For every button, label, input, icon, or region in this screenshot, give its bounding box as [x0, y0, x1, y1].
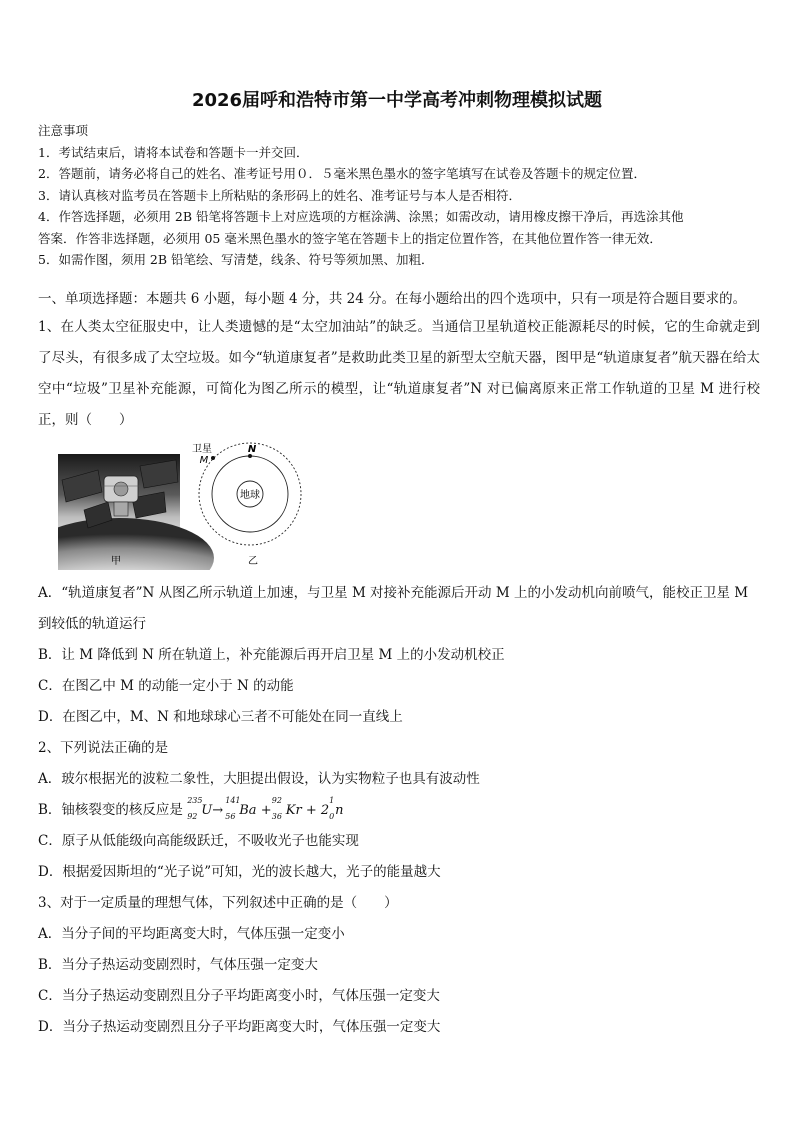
- label-jia: 甲: [111, 556, 121, 567]
- earth-label: 地球: [240, 490, 260, 501]
- q3-option-d: D．当分子热运动变剧烈且分子平均距离变大时，气体压强一定变大: [38, 1019, 441, 1035]
- n-label: N: [247, 444, 257, 455]
- satellite-m-dot: [211, 456, 215, 460]
- notes-section: [38, 120, 758, 271]
- q1-option-c: C．在图乙中 M 的动能一定小于 N 的动能: [38, 678, 294, 694]
- satellite-label: 卫星: [192, 444, 212, 455]
- note-item: 4．作答选择题，必须用 2B 铅笔将答题卡上对应选项的方框涂满、涂黑；如需改动，请用橡皮擦干净后，再选涂其他: [38, 209, 684, 224]
- question-3-stem: 3、对于一定质量的理想气体，下列叙述中正确的是（ ）: [38, 895, 398, 911]
- q3-option-b: B．当分子热运动变剧烈时，气体压强一定变大: [38, 957, 318, 973]
- q2-option-a: A．玻尔根据光的波粒二象性，大胆提出假设，认为实物粒子也具有波动性: [38, 771, 480, 787]
- note-item: 3．请认真核对监考员在答题卡上所粘贴的条形码上的姓名、准考证号与本人是否相符．: [38, 187, 521, 203]
- page-title: 2026届呼和浩特市第一中学高考冲刺物理模拟试题: [191, 90, 603, 111]
- photo-jia: [58, 454, 214, 570]
- q2-option-d: D．根据爱因斯坦的“光子说”可知，光的波长越大，光子的能量越大: [38, 864, 441, 880]
- q2-option-b: [38, 795, 760, 826]
- questions-body: [38, 578, 760, 1043]
- question-1-stem: 1、在人类太空征服史中，让人类遗憾的是“太空加油站”的缺乏。当通信卫星轨道校正能源耗尽的时候，它的生命就走到了尽头，有很多成了太空垃圾。如今“轨道康复者”是救助此类卫星的新型太空航天器，图甲是“轨道康复者”航天器在给太空中“垃圾”卫星补充能源，可简化为图乙所示的模型，让“轨道康复者”N 对已偏离原来正常工作轨道的卫星 M 进行校正，则（ ）: [38, 319, 760, 428]
- question-1-figure: [58, 440, 308, 570]
- note-item: 1．考试结束后，请将本试卷和答题卡一并交回．: [38, 144, 309, 160]
- note-item: 5．如需作图，须用 2B 铅笔绘、写清楚，线条、符号等须加黑、加粗．: [38, 252, 434, 267]
- q1-option-b: B．让 M 降低到 N 所在轨道上，补充能源后再开启卫星 M 上的小发动机校正: [38, 647, 505, 663]
- fission-formula: 235 92 U→ 141 56 Ba + 92 36 Kr + 2 1 0 n: [187, 796, 344, 821]
- q2-option-b-text: B．铀核裂变的核反应是: [38, 802, 183, 818]
- question-2-stem: 2、下列说法正确的是: [38, 740, 169, 756]
- q2-option-c: C．原子从低能级向高能级跃迁，不吸收光子也能实现: [38, 833, 359, 849]
- q1-option-d: D．在图乙中，M、N 和地球球心三者不可能处在同一直线上: [38, 709, 403, 725]
- label-yi: 乙: [248, 556, 258, 567]
- m-label: M: [199, 455, 209, 466]
- note-item: 2．答题前，请务必将自己的姓名、准考证号用０．５毫米黑色墨水的签字笔填写在试卷及答题卡的规定位置．: [38, 166, 646, 181]
- q3-option-c: C．当分子热运动变剧烈且分子平均距离变小时，气体压强一定变大: [38, 988, 440, 1004]
- note-item: 答案．作答非选择题，必须用 05 毫米黑色墨水的签字笔在答题卡上的指定位置作答，在其他位置作答一律无效．: [38, 230, 662, 246]
- notes-heading: 注意事项: [38, 123, 89, 138]
- q1-option-a: A．“轨道康复者”N 从图乙所示轨道上加速，与卫星 M 对接补充能源后开动 M 上的小发动机向前喷气，能校正卫星 M 到较低的轨道运行: [38, 585, 749, 632]
- section-heading: 一、单项选择题：本题共 6 小题，每小题 4 分，共 24 分。在每小题给出的四个选项中，只有一项是符合题目要求的。: [38, 291, 747, 307]
- q3-option-a: A．当分子间的平均距离变大时，气体压强一定变小: [38, 926, 345, 942]
